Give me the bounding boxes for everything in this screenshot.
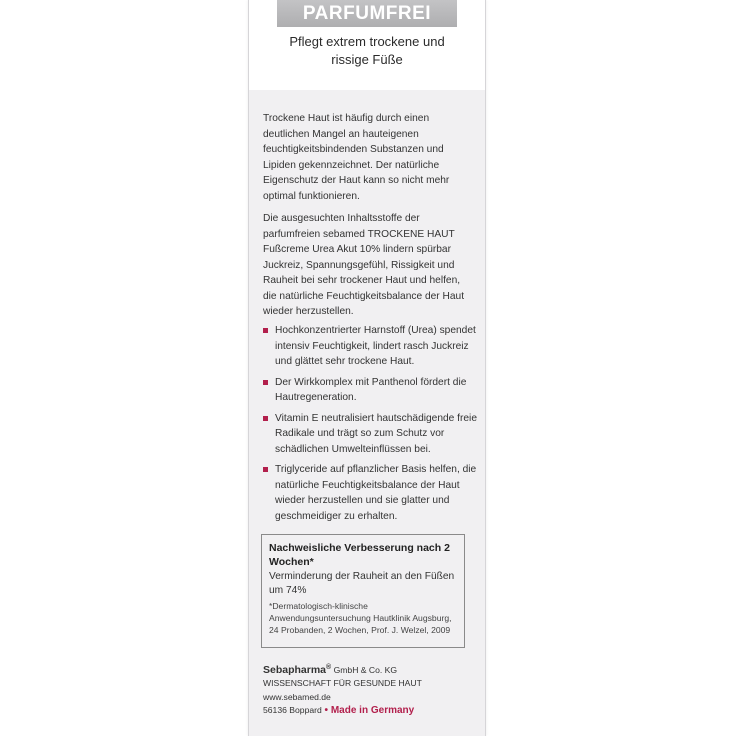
benefit-text: Der Wirkkomplex mit Panthenol fördert die Hautregeneration. bbox=[275, 376, 467, 403]
parfumfrei-banner: PARFUMFREI bbox=[277, 0, 457, 27]
square-bullet-icon bbox=[263, 328, 268, 333]
study-footnote: *Dermatologisch-klinische Anwendungsuntersuchung Hautklinik Augsburg, 24 Probanden, 2 Wochen, Prof. J. Welzel, 2009 bbox=[269, 601, 452, 635]
square-bullet-icon bbox=[263, 380, 268, 385]
separator-dot: • bbox=[321, 705, 331, 717]
study-result: Verminderung der Rauheit an den Füßen um 74% bbox=[269, 571, 455, 596]
intro-paragraph: Trockene Haut ist häufig durch einen deutlichen Mangel an hauteigenen feuchtigkeitsbindenden Substanzen und Lipiden gekennzeichnet. Der natürliche Eigenschutz der Haut kann so nicht mehr optimal funktionieren. bbox=[263, 113, 450, 202]
subtitle-line-1: Pflegt extrem trockene und bbox=[289, 34, 445, 49]
header-band bbox=[249, 0, 485, 90]
benefit-text: Vitamin E neutralisiert hautschädigende freie Radikale und trägt so zum Schutz vor schädlichen Umwelteinflüssen bei. bbox=[275, 412, 477, 455]
benefit-item-panthenol bbox=[263, 375, 477, 406]
ingredients-paragraph: Die ausgesuchten Inhaltsstoffe der parfumfreien sebamed TROCKENE HAUT Fußcreme Urea Akut 10% lindern spürbar Juckreiz, Spannungsgefühl, Rissigkeit und Rauheit bei sehr trockener Haut und helfen, die natürliche Feuchtigkeitsbalance der Haut wieder herzustellen. bbox=[263, 213, 465, 317]
benefit-item-triglyceride bbox=[263, 462, 477, 524]
registered-mark: ® bbox=[326, 664, 332, 671]
benefit-item-urea bbox=[263, 323, 477, 370]
benefit-text: Hochkonzentrierter Harnstoff (Urea) spendet intensiv Feuchtigkeit, lindert rasch Juckreiz und glättet sehr trockene Haut. bbox=[275, 325, 476, 367]
address-line bbox=[263, 704, 477, 718]
square-bullet-icon bbox=[263, 416, 268, 421]
address-text: 56136 Boppard bbox=[263, 705, 322, 716]
subtitle-line-2: rissige Füße bbox=[331, 52, 403, 67]
company-line bbox=[263, 661, 477, 677]
company-slogan: WISSENSCHAFT FÜR GESUNDE HAUT bbox=[263, 678, 422, 689]
company-suffix: GmbH & Co. KG bbox=[331, 664, 398, 675]
clinical-study-box bbox=[261, 534, 465, 648]
manufacturer-info bbox=[263, 661, 477, 718]
benefit-list bbox=[263, 323, 477, 529]
package-side-panel bbox=[248, 0, 486, 736]
brand-name: Sebapharma bbox=[263, 663, 327, 676]
product-subtitle bbox=[267, 33, 467, 69]
benefit-text: Triglyceride auf pflanzlicher Basis helfen, die natürliche Feuchtigkeitsbalance der Haut wieder herzustellen und sie glatter und geschmeidiger zu erhalten. bbox=[275, 464, 477, 522]
study-title: Nachweisliche Verbesserung nach 2 Wochen* bbox=[269, 542, 450, 568]
website-text: www.sebamed.de bbox=[263, 691, 331, 702]
square-bullet-icon bbox=[263, 467, 268, 472]
made-in-germany: Made in Germany bbox=[330, 705, 415, 717]
benefit-item-vitamin-e bbox=[263, 411, 477, 458]
